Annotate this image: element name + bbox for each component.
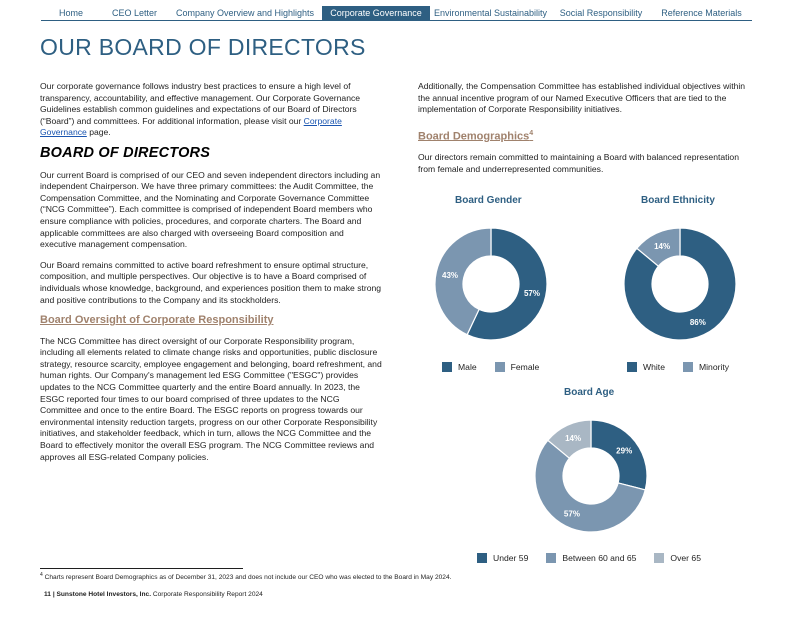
page-number: 11: [44, 591, 51, 598]
age-chart-title: Board Age: [564, 387, 615, 398]
ethnicity-legend: [627, 362, 729, 372]
legend-swatch-minority: [683, 362, 693, 372]
gender-chart-title: Board Gender: [455, 195, 522, 206]
age-legend: [477, 553, 701, 563]
legend-swatch-under-59: [477, 553, 487, 563]
legend-over-65: [654, 553, 701, 563]
footnote-divider: [40, 568, 243, 569]
compensation-paragraph: Additionally, the Compensation Committee has established individual objectives within the annual incentive program of our Named Executive Officers that are tied to the implementation of Corporate Responsibility initiatives.: [418, 81, 746, 115]
age-donut-chart: [535, 420, 647, 532]
corporate-governance-link[interactable]: Corporate Governance: [40, 115, 342, 138]
label-over-65: 14%: [565, 433, 582, 443]
legend-swatch-between-60-65: [546, 553, 556, 563]
label-white: 86%: [689, 318, 706, 328]
legend-label-white: White: [643, 362, 665, 372]
label-minority: 14%: [654, 241, 671, 251]
label-female: 43%: [442, 270, 459, 280]
nav-social-responsibility[interactable]: Social Responsibility: [559, 8, 643, 18]
demographics-heading-text: Board Demographics: [418, 130, 530, 143]
label-under-59: 29%: [616, 446, 633, 456]
legend-label-male: Male: [458, 362, 477, 372]
legend-white: [627, 362, 665, 372]
footnote: [40, 572, 451, 581]
legend-swatch-female: [495, 362, 505, 372]
footer-separator: |: [50, 591, 57, 598]
footnote-text: Charts represent Board Demographics as of December 31, 2023 and does not include our CEO who was elected to the Board in May 2024.: [42, 574, 452, 582]
board-of-directors-heading: BOARD OF DIRECTORS: [40, 144, 211, 161]
footnote-marker[interactable]: 4: [529, 129, 534, 137]
legend-under-59: [477, 553, 528, 563]
legend-swatch-male: [442, 362, 452, 372]
top-navigation: [41, 6, 752, 21]
label-male: 57%: [523, 289, 540, 299]
legend-swatch-over-65: [654, 553, 664, 563]
left-column: [40, 81, 382, 472]
gender-donut-chart: [435, 228, 547, 340]
nav-corporate-governance[interactable]: Corporate Governance: [322, 6, 430, 20]
demographics-paragraph: Our directors remain committed to maintaining a Board with balanced representation from female and underrepresented communities.: [418, 152, 739, 174]
nav-ceo-letter[interactable]: CEO Letter: [111, 8, 158, 18]
nav-company-overview[interactable]: Company Overview and Highlights: [175, 8, 315, 18]
legend-label-under-59: Under 59: [493, 553, 529, 563]
legend-label-over-65: Over 65: [670, 553, 701, 563]
legend-label-female: Female: [510, 362, 540, 372]
intro-text: Our corporate governance follows industry best practices to ensure a high level of transparency, accountability, and effective management. Our Corporate Governance Guidelines establish common guidelines and expectations of our Board of Directors (“Board”) and committees. For additional information, please visit our: [40, 81, 361, 126]
legend-label-minority: Minority: [698, 362, 730, 372]
footnote-number: 4: [40, 572, 43, 578]
refreshment-paragraph: Our Board remains committed to active board refreshment to ensure optimal structure, composition, and multiple perspectives. Our objective is to have a Board comprised of individuals whose knowledge, background, and experiences position them to make strong and positive contributions to the Company and its stockholders.: [40, 259, 382, 305]
legend-minority: [683, 362, 729, 372]
oversight-paragraph: The NCG Committee has direct oversight of our Corporate Responsibility program, including all elements related to climate change risks and opportunities, public disclosure strategy, resource scarcity, employee engagement and belonging, board refreshment, and human rights. Our Company's management led ESG Committee ("ESGC") provides updates to the NCG Committee quarterly and the entire Board annually. In 2023, the ESGC reported four times to our board comprised of three updates to the NCG Committee and once to the entire Board. The ESGC reports on progress towards our environmental intensity reduction targets, progress on our other Corporate Responsibility initiatives, and stakeholder feedback, which in turn, allows the NCG Committee and the Board to effectively monitor the overall ESG program. The NCG Committee reviews and approves all ESG-related Company policies.: [40, 335, 382, 462]
nav-home[interactable]: Home: [58, 8, 83, 18]
page-title: OUR BOARD OF DIRECTORS: [40, 34, 366, 60]
intro-paragraph: [40, 81, 382, 139]
demographics-heading: [418, 128, 758, 143]
legend-female: [495, 362, 540, 372]
legend-male: [442, 362, 477, 372]
board-paragraph: Our current Board is comprised of our CEO and seven independent directors including an independent Chairperson. We have three primary committees: the Audit Committee, the Compensation Committee, and the Nominating and Corporate Governance Committee (“NCG Committee”). Each committee is comprised of independent Board members who ensure compliance with policies, procedures, and corporate charters. The Board and applicable committees are also charged with overseeing Board composition and executive management compensation.: [40, 169, 381, 250]
legend-label-between-60-65: Between 60 and 65: [562, 553, 637, 563]
ethnicity-donut-chart: [624, 228, 736, 340]
intro-tail: page.: [86, 127, 111, 138]
oversight-heading: Board Oversight of Corporate Responsibility: [40, 314, 274, 327]
label-between-60-and-65: 57%: [563, 509, 580, 519]
footer-report-title: Corporate Responsibility Report 2024: [151, 591, 263, 598]
gender-legend: [442, 362, 539, 372]
legend-swatch-white: [627, 362, 637, 372]
ethnicity-chart-title: Board Ethnicity: [641, 195, 715, 206]
nav-environmental-sustainability[interactable]: Environmental Sustainability: [433, 8, 548, 18]
nav-reference-materials[interactable]: Reference Materials: [661, 8, 742, 18]
page-footer: [44, 591, 263, 598]
footer-company: Sunstone Hotel Investors, Inc.: [56, 591, 152, 598]
legend-between-60-65: [546, 553, 636, 563]
right-column: [418, 81, 758, 184]
